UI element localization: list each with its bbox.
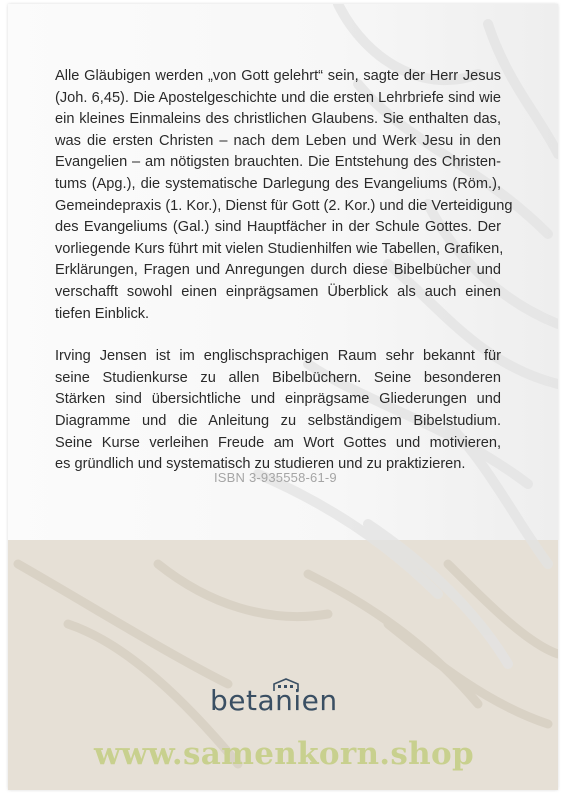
paragraph1-line: vorliegende Kurs führt mit vielen Studienhilfen wie Tabellen, Grafiken, <box>55 240 504 257</box>
paragraph1-line: Alle Gläubigen werden „von Gott gelehrt“ sein, sagte der Herr Jesus <box>55 68 501 84</box>
paragraph1-line: Gemeindepraxis (1. Kor.), Dienst für Gott (2. Kor.) und die Verteidigung <box>55 197 513 214</box>
paragraph1-line: verschafft sowohl einen einprägsamen Überblick als auch einen <box>55 283 501 300</box>
paragraph2-line: es gründlich und systematisch zu studieren und zu praktizieren. <box>55 456 466 473</box>
paragraph1-line: Erklärungen, Fragen und Anregungen durch diese Bibelbücher und <box>55 262 501 279</box>
paragraph2-line: Stärken sind übersichtliche und einprägsame Gliederungen und <box>55 391 501 408</box>
shop-url-watermark: www.samenkorn.shop <box>94 736 474 772</box>
description-text <box>55 66 513 476</box>
paragraph1-line: tums (Apg.), die systematische Darlegung des Evangeliums (Röm.), <box>55 175 501 192</box>
paragraph2-line: Seine Kurse verleihen Freude am Wort Gottes und motivieren, <box>55 434 501 451</box>
paragraph1-line: Evangelien – am nötigsten brauchten. Die Entstehung des Christen- <box>55 154 501 171</box>
paragraph-gap <box>55 325 501 346</box>
paragraph1-line: des Evangeliums (Gal.) sind Hauptfächer in der Schule Gottes. Der <box>55 219 501 236</box>
paragraph2-line: seine Studienkurse zu allen Bibelbüchern. Seine besonderen <box>55 369 501 386</box>
paragraph1-line: ein kleines Einmaleins des christlichen Glaubens. Sie enthalten das, <box>55 111 501 128</box>
paragraph2-line: Diagramme und die Anleitung zu selbständigem Bibelstudium. <box>55 412 501 429</box>
paragraph1-line: tiefen Einblick. <box>55 305 150 322</box>
paragraph1-line: was die ersten Christen – nach dem Leben und Werk Jesu in den <box>55 132 501 149</box>
publisher-logo: betanien <box>210 684 338 717</box>
paragraph2-line: Irving Jensen ist im englischsprachigen Raum sehr bekannt für <box>55 348 501 365</box>
isbn-number: ISBN 3-935558-61-9 <box>214 470 337 485</box>
paragraph1-line: (Joh. 6,45). Die Apostelgeschichte und die ersten Lehrbriefe sind wie <box>55 89 501 106</box>
